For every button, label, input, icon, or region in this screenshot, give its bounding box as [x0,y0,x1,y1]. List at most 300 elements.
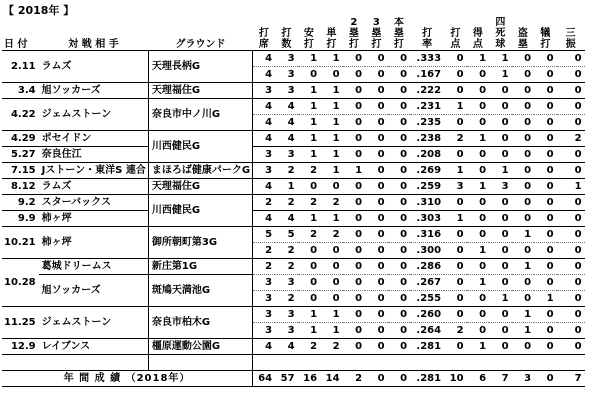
cell-stat: .235 [410,115,444,131]
cell-stat: 0 [489,243,512,259]
cell-stat: 0 [298,259,321,275]
cell-stat: 4 [275,99,298,115]
cell-stat: 1 [320,147,343,163]
cell-date: 11.25 [2,307,39,339]
cell-date: 2.11 [2,51,39,83]
cell-stat: 4 [253,51,276,67]
cell-ground: 橿原運動公園G [148,339,252,355]
cell-stat: 1 [298,99,321,115]
cell-ground: 川西健民G [148,131,252,163]
table-row [2,275,585,291]
cell-stat: 0 [489,259,512,275]
table-row [2,339,585,355]
cell-stat: 0 [365,163,388,179]
cell-stat [343,355,366,371]
cell-stat: 0 [343,211,366,227]
cell-date: 8.12 [2,179,39,195]
table-row [2,147,585,163]
cell-stat: 0 [534,259,557,275]
cell-stat [557,355,585,371]
cell-stat: 0 [444,147,467,163]
cell-stat: 3 [253,147,276,163]
cell-stat: .310 [410,195,444,211]
cell-stat: 0 [557,227,585,243]
cell-date: 10.28 [2,259,39,307]
cell-stat: 0 [320,179,343,195]
table-footer [2,371,585,387]
cell-stat: 0 [320,67,343,83]
cell-stat: 0 [444,291,467,307]
cell-stat: 1 [298,307,321,323]
cell-stat: 3 [275,275,298,291]
cell-stat: 0 [467,307,490,323]
cell-stat: 0 [534,163,557,179]
cell-stat: 2 [298,339,321,355]
cell-stat: 0 [365,275,388,291]
cell-ground [148,355,252,371]
cell-stat: 0 [534,195,557,211]
cell-stat: 0 [467,163,490,179]
cell-stat: 0 [512,195,535,211]
cell-stat: 0 [388,275,411,291]
cell-stat: 1 [320,83,343,99]
cell-stat: 0 [388,131,411,147]
cell-stat [444,355,467,371]
cell-stat: 1 [320,211,343,227]
header-stat-8 [444,17,467,51]
cell-stat: 0 [557,195,585,211]
table-row [2,179,585,195]
cell-ground: 川西健民G [148,195,252,227]
cell-stat: 0 [534,147,557,163]
cell-stat: 0 [388,51,411,67]
cell-stat: 0 [388,195,411,211]
cell-stat: 0 [320,243,343,259]
cell-stat: .264 [410,323,444,339]
cell-stat: 1 [320,115,343,131]
cell-stat: 2 [557,131,585,147]
total-stat: 10 [444,371,467,387]
cell-stat: 0 [489,323,512,339]
cell-stat: 1 [512,227,535,243]
cell-stat: 0 [365,307,388,323]
total-stat: 14 [320,371,343,387]
cell-date: 5.27 [2,147,39,163]
cell-opponent: 奈良住江 [39,147,149,163]
cell-stat: 0 [343,227,366,243]
table-row [2,51,585,67]
cell-ground: 斑鳩天満池G [148,275,252,307]
cell-stat: 0 [444,307,467,323]
cell-stat: 0 [557,211,585,227]
cell-stat: 2 [320,339,343,355]
cell-stat: 0 [343,307,366,323]
cell-stat: 0 [557,307,585,323]
header-stat-7 [410,17,444,51]
cell-date: 10.21 [2,227,39,259]
cell-stat: 0 [557,147,585,163]
cell-stat: 1 [512,307,535,323]
cell-stat: 0 [557,163,585,179]
cell-stat: 0 [534,339,557,355]
cell-stat: 3 [275,51,298,67]
cell-stat [365,355,388,371]
header-stat-0 [253,17,276,51]
table-row [2,355,585,371]
header-stat-label: 打 数 [281,28,292,50]
header-date: 日 付 [2,17,39,51]
cell-stat: 1 [489,163,512,179]
cell-stat: 0 [365,147,388,163]
header-stat-label: 盗 塁 [517,28,528,50]
header-stat-12 [534,17,557,51]
cell-stat: 0 [388,339,411,355]
cell-stat: 0 [467,99,490,115]
cell-stat: 0 [489,195,512,211]
cell-stat: 3 [489,179,512,195]
cell-stat: 0 [388,227,411,243]
header-stat-label: 犠 打 [540,28,551,50]
cell-stat: 1 [298,115,321,131]
total-row [2,371,585,387]
cell-stat: 0 [343,99,366,115]
total-stat: 6 [467,371,490,387]
header-stat-label: 単 打 [326,28,337,50]
cell-stat: 2 [275,259,298,275]
cell-stat: 2 [253,243,276,259]
header-stat-label: 打 席 [258,28,269,50]
cell-stat: 0 [343,323,366,339]
cell-stat: 2 [298,195,321,211]
cell-stat: 3 [253,323,276,339]
total-stat: .281 [410,371,444,387]
cell-stat: 0 [534,99,557,115]
cell-stat: 0 [534,227,557,243]
cell-stat: 2 [275,291,298,307]
cell-stat: 1 [275,179,298,195]
total-stat: 3 [512,371,535,387]
total-stat: 2 [343,371,366,387]
cell-stat: 0 [467,147,490,163]
cell-ground: 天理長柄G [148,51,252,83]
cell-stat: 0 [467,259,490,275]
cell-stat: 0 [534,67,557,83]
cell-stat: 4 [253,115,276,131]
cell-stat: 4 [253,67,276,83]
total-label: 年 間 成 績 （2018年） [2,371,253,387]
cell-stat: 2 [298,227,321,243]
cell-stat: 2 [275,243,298,259]
cell-date: 9.2 [2,195,39,211]
cell-stat: 0 [512,115,535,131]
cell-stat: 0 [489,83,512,99]
cell-stat: 0 [298,67,321,83]
cell-stat: 1 [320,323,343,339]
cell-stat: 0 [388,67,411,83]
header-stat-label: 3 塁 打 [371,17,382,50]
cell-opponent: スターバックス [39,195,149,211]
cell-stat: 1 [444,163,467,179]
total-stat: 0 [365,371,388,387]
total-stat: 7 [489,371,512,387]
cell-stat: 0 [388,115,411,131]
total-stat: 0 [388,371,411,387]
cell-stat: 0 [444,243,467,259]
cell-stat [320,355,343,371]
cell-stat: 4 [253,131,276,147]
cell-stat: 5 [253,227,276,243]
cell-stat: 1 [320,163,343,179]
cell-stat: 0 [512,179,535,195]
header-stat-5 [365,17,388,51]
cell-stat: 0 [557,323,585,339]
cell-stat: 3 [253,163,276,179]
cell-stat: 0 [343,275,366,291]
cell-opponent: 柿ヶ坪 [39,227,149,259]
cell-date: 7.15 [2,163,39,179]
cell-stat: 0 [320,291,343,307]
cell-stat: 0 [534,275,557,291]
cell-stat: 1 [444,211,467,227]
cell-stat: 4 [275,131,298,147]
total-stat: 64 [253,371,276,387]
cell-ground: 天理福住G [148,83,252,99]
cell-stat [275,355,298,371]
cell-stat: .303 [410,211,444,227]
cell-stat: 1 [557,179,585,195]
cell-stat: .267 [410,275,444,291]
table-row [2,227,585,243]
cell-stat: 0 [512,51,535,67]
table-body [2,51,585,371]
table-row [2,163,585,179]
cell-stat: 0 [365,115,388,131]
cell-stat: 0 [343,147,366,163]
cell-date: 12.9 [2,339,39,355]
cell-stat: 0 [557,115,585,131]
cell-stat: 0 [557,339,585,355]
cell-stat: 2 [320,227,343,243]
cell-opponent: ジェムストーン [39,99,149,131]
cell-stat: 1 [298,131,321,147]
cell-stat: 1 [512,323,535,339]
header-stat-label: 本 塁 打 [393,17,404,50]
cell-stat [489,355,512,371]
cell-stat: 0 [512,131,535,147]
cell-stat: 2 [253,259,276,275]
cell-stat: 0 [343,115,366,131]
cell-stat: 1 [489,51,512,67]
cell-stat: 4 [275,211,298,227]
cell-opponent [39,355,149,371]
cell-opponent: 旭ソッカーズ [39,83,149,99]
page-title: 【 2018年 】 [3,4,75,17]
cell-ground: 奈良市中ノ川G [148,99,252,131]
header-ground: グラウンド [148,17,252,51]
cell-stat: 1 [320,307,343,323]
table-row [2,259,585,275]
cell-stat [512,355,535,371]
cell-stat: 1 [320,51,343,67]
header-stat-label: 打 率 [422,28,433,50]
cell-stat: 0 [365,131,388,147]
cell-stat: 0 [534,307,557,323]
cell-stat: 0 [365,51,388,67]
cell-stat: 0 [512,211,535,227]
cell-stat: 0 [365,291,388,307]
cell-stat: 3 [275,323,298,339]
cell-stat: .222 [410,83,444,99]
header-stat-10 [489,17,512,51]
cell-stat: .333 [410,51,444,67]
cell-stat: 1 [298,51,321,67]
cell-date: 4.29 [2,131,39,147]
header-opponent: 対 戦 相 手 [39,17,149,51]
cell-stat: 0 [343,195,366,211]
cell-ground: 新庄第1G [148,259,252,275]
header-stat-6 [388,17,411,51]
cell-opponent: レイブンス [39,339,149,355]
cell-stat: 0 [489,227,512,243]
header-stat-13 [557,17,585,51]
cell-stat: 0 [557,51,585,67]
cell-stat: 0 [557,99,585,115]
cell-stat: 4 [253,211,276,227]
cell-stat: 0 [388,83,411,99]
cell-stat: 2 [444,323,467,339]
cell-stat: 0 [343,339,366,355]
header-stat-11 [512,17,535,51]
cell-stat: 3 [444,179,467,195]
cell-stat: 1 [298,211,321,227]
cell-stat: .281 [410,339,444,355]
cell-stat: 0 [444,115,467,131]
cell-stat [298,355,321,371]
cell-stat: 0 [512,163,535,179]
cell-opponent: ラムズ [39,179,149,195]
header-stat-label: 打 点 [450,28,461,50]
table-row [2,307,585,323]
cell-stat: 0 [388,243,411,259]
cell-stat [534,355,557,371]
cell-stat: 0 [388,307,411,323]
cell-stat: .300 [410,243,444,259]
cell-stat: 0 [534,83,557,99]
cell-stat: 0 [343,179,366,195]
cell-stat: 0 [444,67,467,83]
cell-stat: 0 [489,339,512,355]
cell-stat: 0 [444,227,467,243]
cell-stat: 4 [275,339,298,355]
cell-stat: 0 [534,115,557,131]
cell-stat: 3 [275,83,298,99]
header-stat-label: 得 点 [472,28,483,50]
cell-opponent: ジェムストーン [39,307,149,339]
cell-stat: 2 [320,195,343,211]
cell-stat: 0 [388,291,411,307]
cell-stat: 0 [388,259,411,275]
cell-stat: 5 [275,227,298,243]
cell-stat: 0 [298,275,321,291]
cell-stat: 0 [388,211,411,227]
total-stat: 0 [534,371,557,387]
cell-stat: 0 [444,259,467,275]
cell-stat: 0 [388,147,411,163]
cell-stat: 0 [444,275,467,291]
cell-stat: 3 [253,275,276,291]
cell-stat: 0 [512,99,535,115]
cell-stat: 2 [275,163,298,179]
header-stat-4 [343,17,366,51]
table-row [2,99,585,115]
cell-stat: .255 [410,291,444,307]
cell-stat: 1 [343,163,366,179]
cell-stat: 0 [534,243,557,259]
cell-stat: .286 [410,259,444,275]
cell-stat: .316 [410,227,444,243]
header-stat-label: 2 塁 打 [348,17,359,50]
cell-stat: 0 [343,243,366,259]
cell-stat: 0 [343,51,366,67]
cell-stat: 0 [365,227,388,243]
cell-stat: 0 [365,67,388,83]
cell-stat: 0 [467,291,490,307]
cell-opponent: ラムズ [39,51,149,83]
cell-stat: 4 [253,99,276,115]
cell-stat: 0 [534,179,557,195]
cell-date [2,355,39,371]
header-row [2,17,585,51]
cell-stat: 1 [467,51,490,67]
cell-ground: 天理福住G [148,179,252,195]
cell-stat: 0 [512,275,535,291]
table-row [2,211,585,227]
cell-stat: 0 [365,323,388,339]
cell-stat: 2 [444,131,467,147]
cell-stat: 0 [534,51,557,67]
cell-stat: .238 [410,131,444,147]
cell-stat: 0 [512,291,535,307]
cell-stat: .208 [410,147,444,163]
cell-stat: 0 [365,83,388,99]
cell-stat: 0 [444,51,467,67]
cell-stat: 0 [388,179,411,195]
batting-stats-table [2,17,585,387]
total-stat: 7 [557,371,585,387]
cell-stat: 0 [534,323,557,339]
header-stat-label: 四 死 球 [495,17,506,50]
cell-stat: 0 [365,259,388,275]
cell-date: 3.4 [2,83,39,99]
cell-stat: 0 [365,339,388,355]
cell-stat: 1 [467,179,490,195]
cell-stat: 0 [343,83,366,99]
cell-stat: 0 [365,243,388,259]
cell-stat [253,355,276,371]
cell-stat: 0 [365,99,388,115]
cell-opponent: 葛城ドリームス [39,259,149,275]
cell-stat: 1 [467,131,490,147]
total-stat: 57 [275,371,298,387]
cell-stat: 0 [467,83,490,99]
cell-stat: 0 [467,195,490,211]
cell-ground: まほろば健康パークG [148,163,252,179]
cell-stat: 0 [557,83,585,99]
cell-stat: 3 [275,147,298,163]
cell-stat: 1 [298,323,321,339]
cell-stat: 0 [444,195,467,211]
cell-stat: 0 [365,195,388,211]
